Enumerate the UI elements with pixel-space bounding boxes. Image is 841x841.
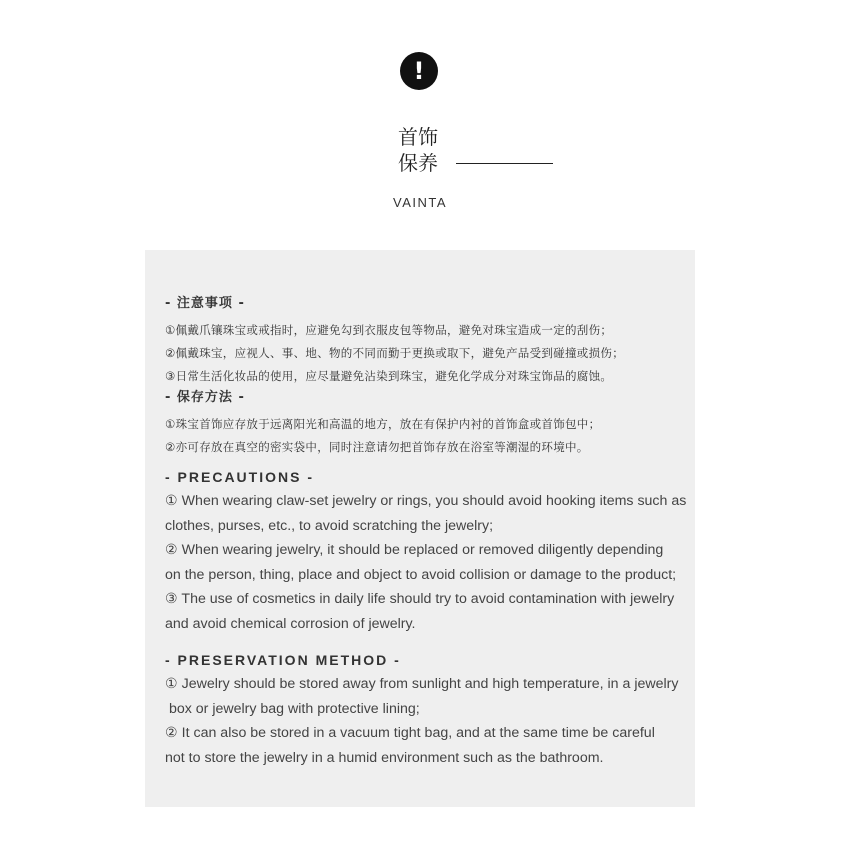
cn-storage-2: ②亦可存放在真空的密实袋中，同时注意请勿把首饰存放在浴室等潮湿的环境中。	[165, 440, 589, 454]
en-preservation-line: box or jewelry bag with protective lining;	[165, 700, 420, 717]
cn-precaution-1: ①佩戴爪镶珠宝或戒指时，应避免勾到衣服皮包等物品，避免对珠宝造成一定的刮伤；	[165, 323, 613, 337]
cn-precaution-3: ③日常生活化妆品的使用，应尽量避免沾染到珠宝，避免化学成分对珠宝饰品的腐蚀。	[165, 369, 613, 383]
en-preservation-line: not to store the jewelry in a humid environment such as the bathroom.	[165, 749, 604, 766]
brand-name: VAINTA	[393, 195, 448, 210]
en-heading-precautions: - PRECAUTIONS -	[165, 469, 314, 485]
en-precaution-line: ③ The use of cosmetics in daily life should try to avoid contamination with jewelry	[165, 591, 675, 607]
cn-storage-1: ①珠宝首饰应存放于远离阳光和高温的地方，放在有保护内衬的首饰盒或首饰包中；	[165, 417, 601, 431]
cn-heading-precautions: - 注意事项 -	[165, 296, 245, 311]
cn-heading-storage: - 保存方法 -	[165, 390, 245, 405]
title-line-1: 首饰	[398, 125, 438, 149]
en-precaution-line: ② When wearing jewelry, it should be replaced or removed diligently depending	[165, 542, 664, 558]
care-instructions-panel	[145, 250, 695, 807]
en-precaution-line: and avoid chemical corrosion of jewelry.	[165, 615, 416, 632]
en-heading-preservation: - PRESERVATION METHOD -	[165, 652, 401, 668]
title-line-2: 保养	[398, 151, 438, 175]
en-precaution-line: clothes, purses, etc., to avoid scratching the jewelry;	[165, 517, 494, 534]
en-preservation-line: ② It can also be stored in a vacuum tight bag, and at the same time be careful	[165, 725, 655, 741]
en-precaution-line: on the person, thing, place and object to avoid collision or damage to the product;	[165, 566, 677, 583]
en-precaution-line: ① When wearing claw-set jewelry or rings, you should avoid hooking items such as	[165, 493, 687, 509]
exclamation-icon: !	[400, 52, 438, 90]
care-content	[165, 295, 687, 770]
page-title	[398, 124, 438, 176]
title-divider	[456, 163, 553, 164]
cn-precaution-2: ②佩戴珠宝，应视人、事、地、物的不同而勤于更换或取下，避免产品受到碰撞或损伤；	[165, 346, 625, 360]
en-preservation-line: ① Jewelry should be stored away from sunlight and high temperature, in a jewelry	[165, 676, 679, 692]
